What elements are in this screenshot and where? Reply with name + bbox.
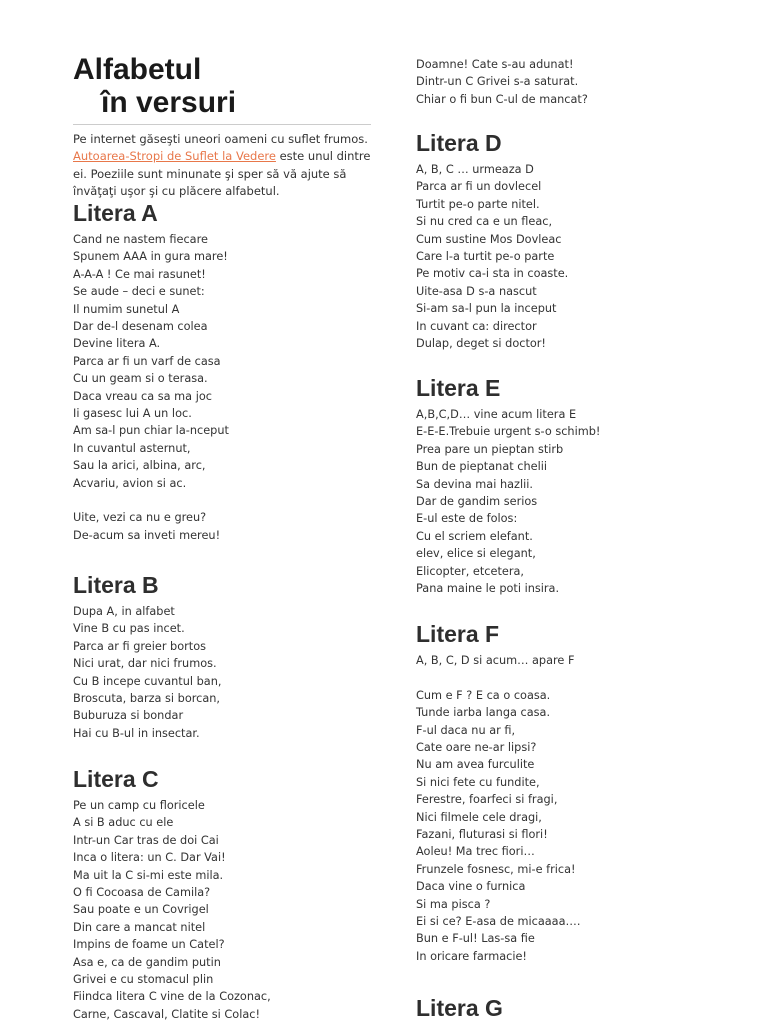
- poem-lines: [416, 406, 600, 597]
- poem-line: O fi Cocoasa de Camila?: [73, 886, 211, 900]
- poem-line: A si B aduc cu ele: [73, 816, 174, 830]
- poem-line: Dar de gandim serios: [416, 495, 538, 509]
- poem-lines: [416, 652, 580, 669]
- poem-line: In cuvant ca: director: [416, 319, 537, 333]
- heading-litera-e: Litera E: [416, 375, 501, 401]
- poem-line: Nici urat, dar nici frumos.: [73, 657, 217, 671]
- poem-line: Ei si ce? E-asa de micaaaa….: [416, 915, 581, 929]
- poem-line: A-A-A ! Ce mai rasunet!: [73, 267, 206, 281]
- poem-line: Pe un camp cu floricele: [73, 799, 205, 812]
- poem-line: Intr-un Car tras de doi Cai: [73, 833, 219, 847]
- poem-line: A, B, C, D si acum… apare F: [416, 654, 575, 667]
- poem-line: Cum e F ? E ca o coasa.: [416, 688, 551, 702]
- poem-line: Cu un geam si o terasa.: [73, 372, 208, 386]
- poem-line: elev, elice si elegant,: [416, 547, 536, 561]
- poem-line: Frunzele fosnesc, mi-e frica!: [416, 862, 576, 876]
- poem-line: Dintr-un C Grivei s-a saturat.: [416, 75, 579, 89]
- poem-line: Sau poate e un Covrigel: [73, 903, 209, 917]
- section-litera-f: [416, 620, 580, 965]
- poem-line: F-ul daca nu ar fi,: [416, 723, 516, 737]
- poem-line: Am sa-l pun chiar la-nceput: [73, 424, 229, 438]
- poem-lines: [416, 161, 568, 352]
- poem-line: E-E-E.Trebuie urgent s-o schimb!: [416, 425, 601, 439]
- poem-line: A, B, C … urmeaza D: [416, 163, 534, 176]
- poem-lines: [73, 231, 229, 492]
- heading-litera-c: Litera C: [73, 766, 159, 792]
- heading-litera-f: Litera F: [416, 621, 500, 647]
- poem-line: In oricare farmacie!: [416, 949, 527, 963]
- poem-line: Ma uit la C si-mi este mila.: [73, 868, 224, 882]
- poem-line: E-ul este de folos:: [416, 512, 518, 526]
- intro-text-after: este unul dintre ei. Poeziile sunt minunate şi sper să vă ajute să învăţaţi uşor şi cu plăcere alfabetul.: [73, 149, 371, 199]
- poem-line: Il numim sunetul A: [73, 302, 180, 316]
- poem-line: Si nici fete cu fundite,: [416, 775, 540, 789]
- poem-line: Dupa A, in alfabet: [73, 605, 175, 618]
- poem-line: Nu am avea furculite: [416, 758, 535, 772]
- page-title: [73, 53, 236, 119]
- section-litera-a: [73, 199, 229, 544]
- poem-line: Inca o litera: un C. Dar Vai!: [73, 851, 226, 865]
- intro-paragraph: [73, 131, 373, 201]
- poem-line: Ii gasesc lui A un loc.: [73, 407, 192, 421]
- poem-line: Doamne! Cate s-au adunat!: [416, 58, 574, 71]
- poem-line: Sa devina mai hazlii.: [416, 477, 533, 491]
- poem-line: In cuvantul asternut,: [73, 441, 191, 455]
- poem-line: Daca vine o furnica: [416, 880, 526, 894]
- poem-line: Cum sustine Mos Dovleac: [416, 232, 562, 246]
- poem-lines: [416, 687, 580, 966]
- poem-line: Chiar o fi bun C-ul de mancat?: [416, 92, 588, 106]
- poem-line: Se aude – deci e sunet:: [73, 285, 205, 299]
- poem-line: Pe motiv ca-i sta in coaste.: [416, 267, 569, 281]
- poem-line: Carne, Cascaval, Clatite si Colac!: [73, 1007, 261, 1021]
- heading-litera-a: Litera A: [73, 200, 158, 226]
- poem-line: Bun e F-ul! Las-sa fie: [416, 932, 535, 946]
- poem-line: Tunde iarba langa casa.: [416, 706, 551, 720]
- poem-line: Uite, vezi ca nu e greu?: [73, 511, 207, 525]
- poem-line: Buburuza si bondar: [73, 709, 184, 723]
- poem-line: Si nu cred ca e un fleac,: [416, 215, 553, 229]
- heading-litera-g: Litera G: [416, 995, 503, 1021]
- poem-line: Sau la arici, albina, arc,: [73, 459, 206, 473]
- poem-line: Nici filmele cele dragi,: [416, 810, 542, 824]
- poem-line: A,B,C,D… vine acum litera E: [416, 408, 577, 421]
- poem-line: Ferestre, foarfeci si fragi,: [416, 793, 558, 807]
- section-litera-g: [416, 994, 503, 1022]
- poem-line: Turtit pe-o parte nitel.: [416, 197, 540, 211]
- poem-line: De-acum sa inveti mereu!: [73, 528, 221, 542]
- poem-line: Cu el scriem elefant.: [416, 529, 533, 543]
- poem-line: Dulap, deget si doctor!: [416, 337, 546, 351]
- heading-litera-b: Litera B: [73, 572, 159, 598]
- poem-line: Cate oare ne-ar lipsi?: [416, 741, 537, 755]
- section-litera-c-continued: [416, 56, 588, 108]
- poem-line: Fazani, fluturasi si flori!: [416, 828, 548, 842]
- section-litera-d: [416, 129, 568, 352]
- poem-line: Asa e, ca de gandim putin: [73, 955, 221, 969]
- section-litera-e: [416, 374, 600, 597]
- poem-line: Prea pare un pieptan stirb: [416, 442, 564, 456]
- title-line-2: în versuri: [101, 86, 237, 119]
- poem-line: Devine litera A.: [73, 337, 161, 351]
- poem-line: Impins de foame un Catel?: [73, 938, 225, 952]
- poem-lines: [73, 509, 229, 544]
- poem-line: Parca ar fi un varf de casa: [73, 354, 221, 368]
- heading-litera-d: Litera D: [416, 130, 502, 156]
- poem-line: Din care a mancat nitel: [73, 920, 206, 934]
- poem-line: Spunem AAA in gura mare!: [73, 250, 228, 264]
- title-line-1: Alfabetul: [73, 53, 202, 86]
- poem-line: Pana maine le poti insira.: [416, 582, 560, 596]
- poem-line: Hai cu B-ul in insectar.: [73, 726, 200, 740]
- section-litera-b: [73, 571, 221, 742]
- poem-line: Cu B incepe cuvantul ban,: [73, 674, 222, 688]
- poem-lines: [73, 603, 221, 742]
- poem-line: Uite-asa D s-a nascut: [416, 284, 537, 298]
- poem-line: Vine B cu pas incet.: [73, 622, 185, 636]
- poem-line: Si ma pisca ?: [416, 897, 491, 911]
- poem-line: Daca vreau ca sa ma joc: [73, 389, 212, 403]
- poem-line: Dar de-l desenam colea: [73, 320, 208, 334]
- poem-line: Parca ar fi un dovlecel: [416, 180, 542, 194]
- poem-line: Parca ar fi greier bortos: [73, 639, 207, 653]
- intro-text-before: Pe internet găseşti uneori oameni cu suflet frumos.: [73, 132, 368, 146]
- poem-lines: [416, 56, 588, 108]
- poem-line: Grivei e cu stomacul plin: [73, 973, 214, 987]
- poem-line: Acvariu, avion si ac.: [73, 476, 187, 490]
- poem-line: Elicopter, etcetera,: [416, 564, 524, 578]
- poem-line: Broscuta, barza si borcan,: [73, 692, 221, 706]
- author-link[interactable]: Autoarea-Stropi de Suflet la Vedere: [73, 149, 276, 164]
- poem-line: Care l-a turtit pe-o parte: [416, 250, 555, 264]
- poem-line: Bun de pieptanat chelii: [416, 460, 547, 474]
- section-litera-c: [73, 765, 271, 1023]
- poem-line: Si-am sa-l pun la inceput: [416, 302, 557, 316]
- poem-line: Fiindca litera C vine de la Cozonac,: [73, 990, 271, 1004]
- poem-line: Cand ne nastem fiecare: [73, 233, 208, 246]
- poem-lines: [73, 797, 271, 1023]
- title-divider: [73, 124, 371, 125]
- poem-line: Aoleu! Ma trec fiori…: [416, 845, 535, 859]
